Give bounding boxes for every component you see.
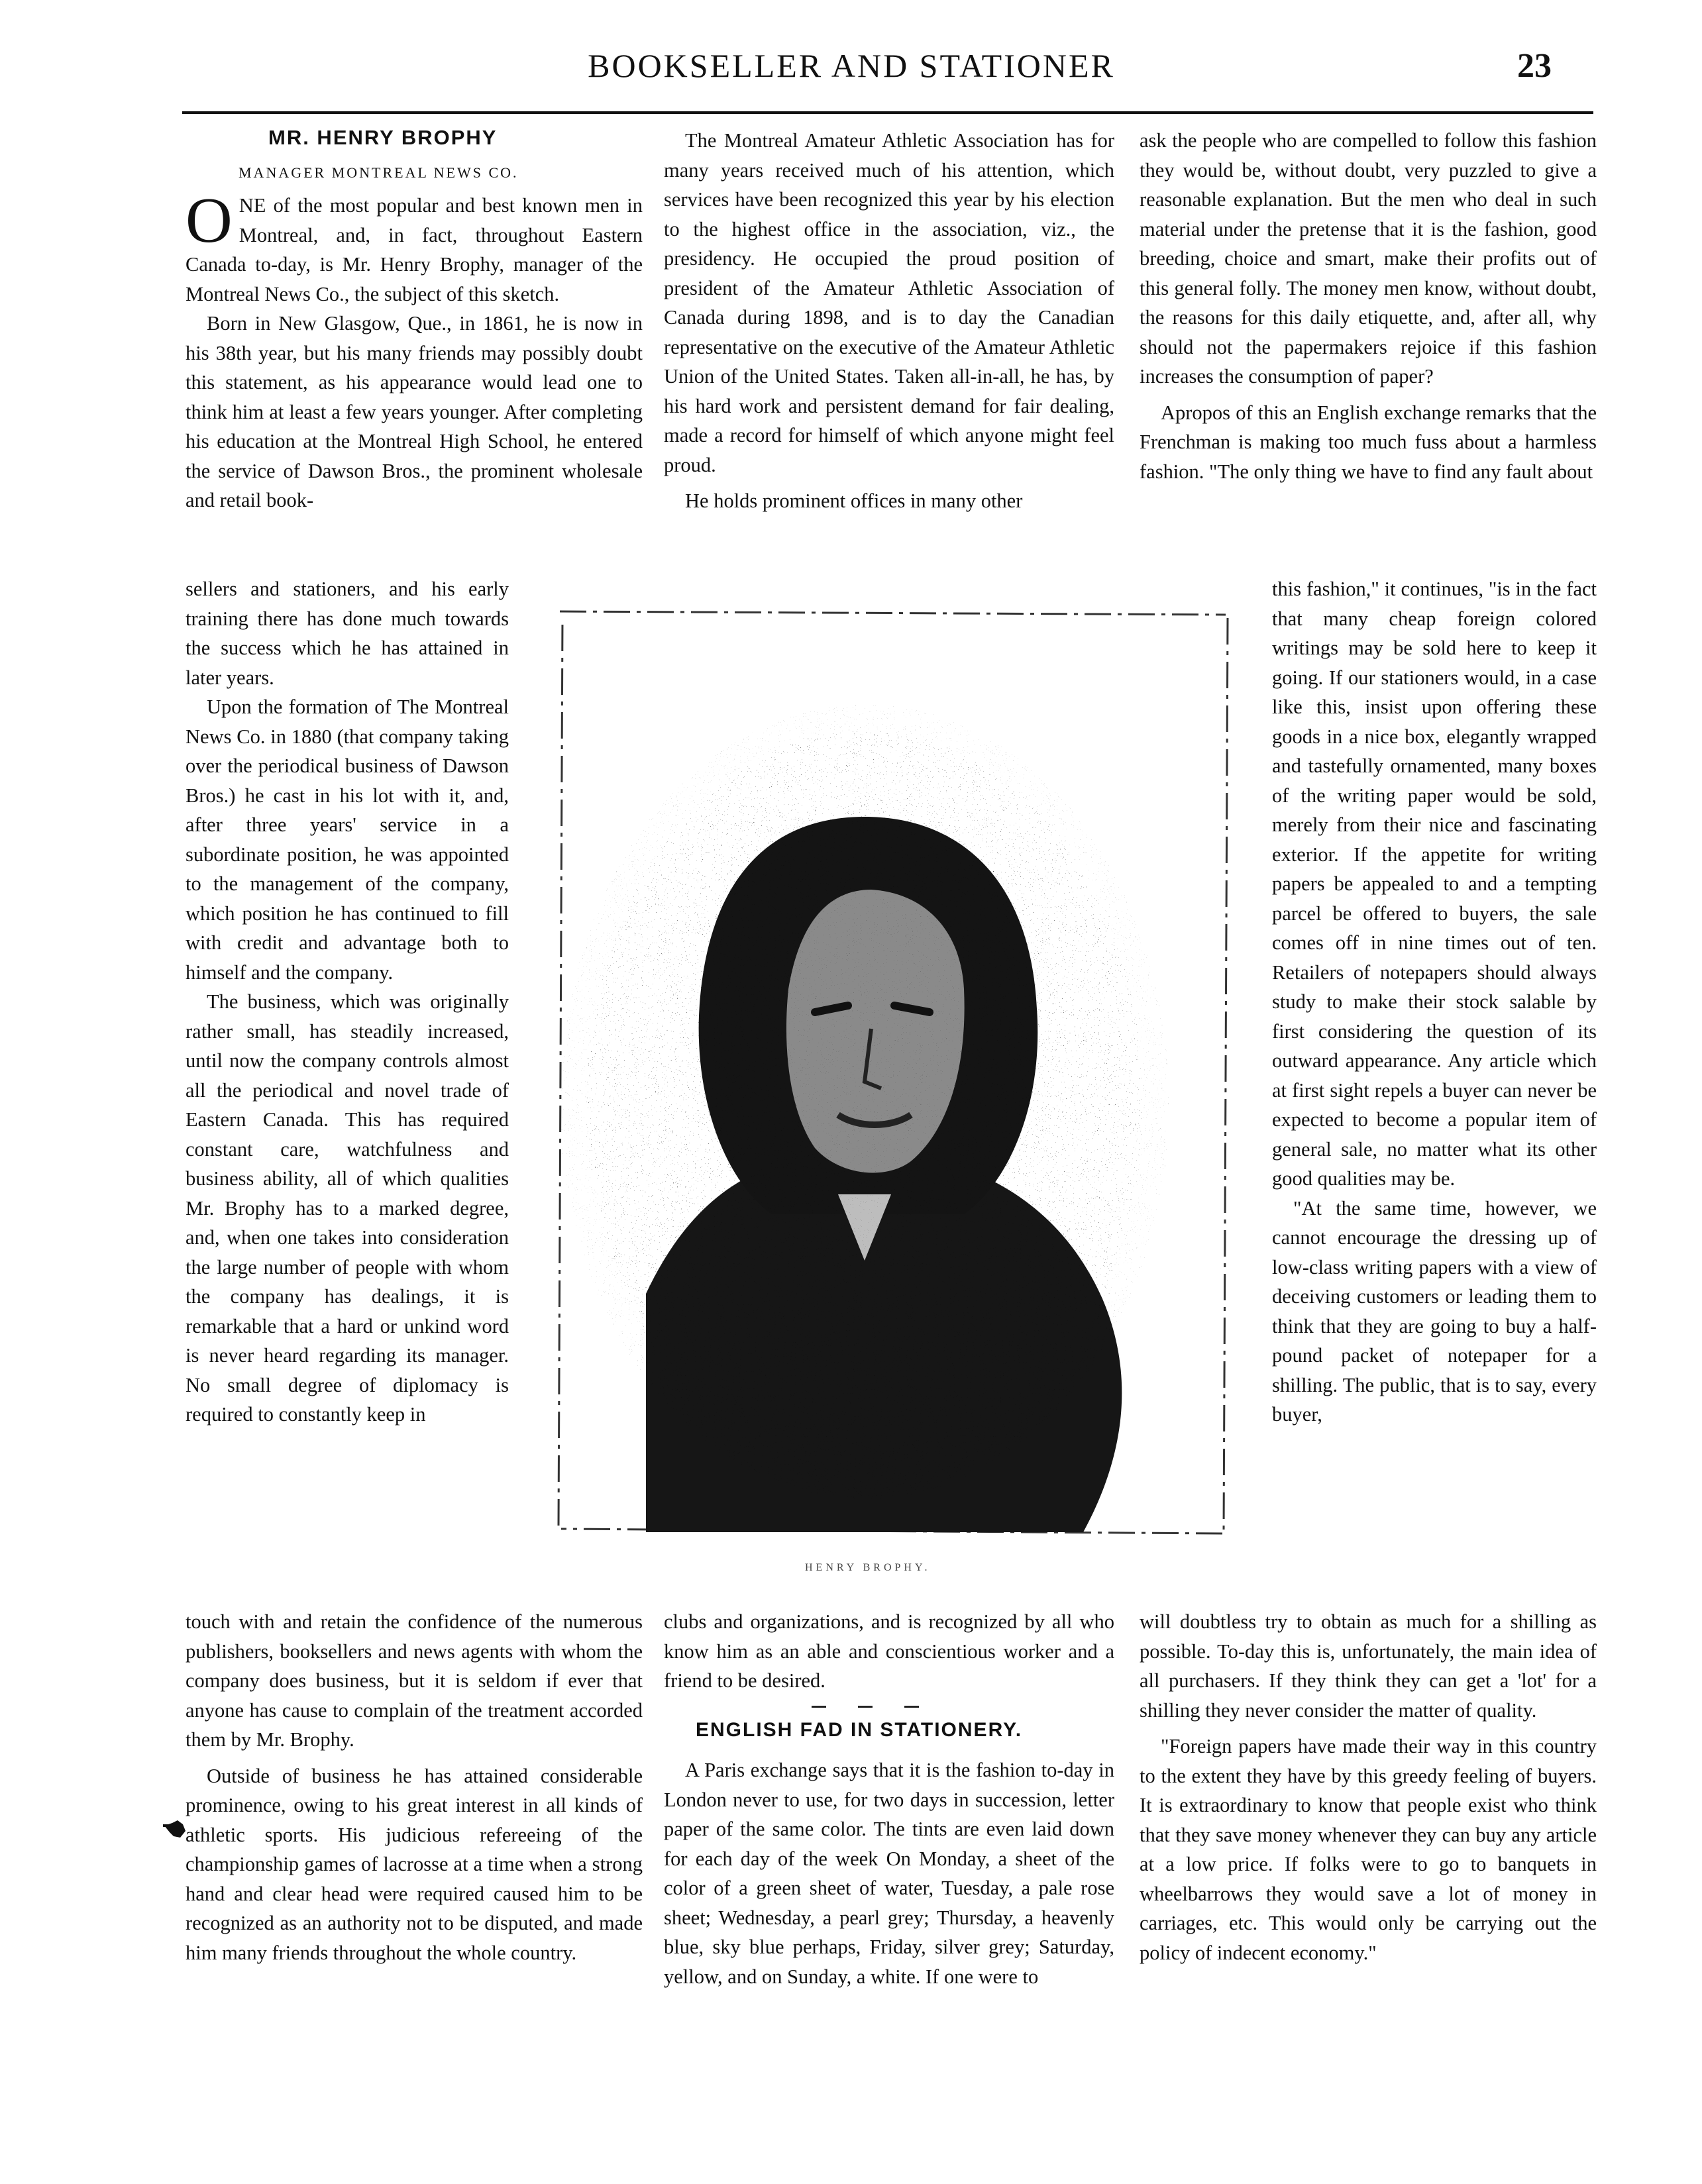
paragraph: this fashion," it continues, "is in the fact that many cheap foreign colored writings may be sold here to keep it going. If our stationers would, in a case like this, insist upon offering these goods in a nice box, elegantly wrapped and tastefully ornamented, many boxes of the writing paper would be sold, merely from their nice and fascinating exterior. If the appetite for writing papers be appealed to and a tempting parcel be offered to buyers, the sale comes off in nine times out of ten. Retailers of notepapers should always study to make their stock salable by first considering the question of its outward appearance. Any article which at first sight repels a buyer can never be expected to become a popular item of general sale, no matter what its other good qualities may be. (1272, 578, 1597, 1190)
portrait-image (553, 598, 1232, 1539)
paragraph: A Paris exchange says that it is the fashion to-day in London never to use, for two days in succession, letter paper of the same color. The tints are even laid down for each day of the week On Monday, a sheet of the color of a green sheet of water, Tuesday, a pale rose sheet; Wednesday, a pearl grey; Thursday, a heavenly blue, sky blue perhaps, Friday, silver grey; Saturday, yellow, and on Sunday, a white. If one were to (664, 1759, 1114, 1988)
page-header-title: BOOKSELLER AND STATIONER (588, 47, 1115, 84)
paragraph: clubs and organizations, and is recognized by all who know him as an able and conscientious worker and a friend to be desired. (664, 1610, 1114, 1692)
article-brophy-col2-bottom (664, 1607, 1114, 1696)
article-subtitle-brophy: MANAGER MONTREAL NEWS CO. (239, 164, 519, 181)
paragraph: touch with and retain the confidence of the numerous publishers, booksellers and news agents with whom the company does business, but it is seldom if ever that anyone has cause to complain of the treatment accorded them by Mr. Brophy. (186, 1610, 643, 1751)
paragraph: will doubtless try to obtain as much for a shilling as possible. To-day this is, unfortunately, the main idea of all purchasers. If they think they can get a 'lot' for a shilling they never consider the matter of quality. (1140, 1610, 1597, 1722)
pointing-hand-icon (163, 1815, 189, 1842)
header-rule (182, 111, 1593, 114)
paragraph: sellers and stationers, and his early training there has done much towards the success which he has attained in later years. (186, 578, 509, 689)
paragraph: NE of the most popular and best known men in Montreal, and, in fact, throughout Eastern Canada to-day, is Mr. Henry Brophy, manager of the Montreal News Co., the subject of this sketch. (186, 194, 643, 305)
article-title-brophy: MR. HENRY BROPHY (268, 126, 498, 149)
paragraph: The business, which was originally rather small, has steadily increased, until now the company controls almost all the periodical and novel trade of Eastern Canada. This has required constant care, watchfulness and business ability, all of which qualities Mr. Brophy has to a marked degree, and, when one takes into consideration the large number of people with whom the company has dealings, it is remarkable that a hard or unkind word is never heard regarding its manager. No small degree of diplomacy is required to constantly keep in (186, 990, 509, 1426)
paragraph: "Foreign papers have made their way in this country to the extent they have by this greedy feeling of buyers. It is extraordinary to know that people exist who think that they save money whenever they can buy any article at a low price. If folks were to go to banquets in wheelbarrows they would save a lot of money in carriages, etc. This would only be carrying out the policy of indecent economy." (1140, 1735, 1597, 1964)
section-divider (812, 1706, 931, 1708)
paragraph: Born in New Glasgow, Que., in 1861, he is now in his 38th year, but his many friends may possibly doubt this statement, as his appearance would lead one to think him at least a few years younger. After completing his education at the Montreal High School, he entered the service of Dawson Bros., the prominent wholesale and retail book- (186, 312, 643, 511)
article-english-fad-col2 (664, 1755, 1114, 1991)
paragraph: Outside of business he has attained considerable prominence, owing to his great interest in all kinds of athletic sports. His judicious refereeing of the championship games of lacrosse at a time when a strong hand and clear head were required caused him to be recognized as an authority not to be disputed, and made him many friends throughout the whole country. (186, 1764, 643, 1964)
paragraph: He holds prominent offices in many other (685, 490, 1023, 512)
article-brophy-bottom (186, 1607, 643, 1967)
article-english-fad-col3-bottom (1140, 1607, 1597, 1967)
paragraph: Apropos of this an English exchange remarks that the Frenchman is making too much fuss about a harmless fashion. "The only thing we have to find any fault about (1140, 401, 1597, 483)
paragraph: "At the same time, however, we cannot encourage the dressing up of low-class writing papers with a view of deceiving customers or leading them to think that they are going to buy a half-pound packet of notepaper for a shilling. The public, that is to say, every buyer, (1272, 1196, 1597, 1426)
paragraph: ask the people who are compelled to follow this fashion they would be, without doubt, very puzzled to give a reasonable explanation. But the men who deal in such material under the pretense that it is the fashion, good breeding, choice and smart, make their profits out of this general folly. The money men know, without doubt, the reasons for this daily etiquette, and, after all, why should not the papermakers rejoice if this fashion increases the consumption of paper? (1140, 129, 1597, 388)
page-number: 23 (1517, 47, 1552, 85)
article-english-fad-col3-top (1140, 126, 1597, 486)
article-brophy-narrow (186, 574, 509, 1430)
article-title-english-fad: ENGLISH FAD IN STATIONERY. (696, 1719, 1023, 1741)
drop-cap: O (186, 185, 233, 256)
article-english-fad-col3-narrow (1272, 574, 1597, 1430)
paragraph: Upon the formation of The Montreal News Co. in 1880 (that company taking over the periodical business of Dawson Bros.) he cast in his lot with it, and, after three years' service in a subordinate position, he was appointed to the management of the company, which position he has continued to fill with credit and advantage both to himself and the company. (186, 696, 509, 984)
portrait-caption: HENRY BROPHY. (805, 1562, 931, 1573)
article-brophy-intro (186, 185, 643, 515)
paragraph: The Montreal Amateur Athletic Association has for many years received much of his attention, which services have been recognized this year by his election to the highest office in the association, viz., the presidency. He occupied the proud position of president of the Amateur Athletic Association of Canada during 1898, and is to day the Canadian representative on the executive of the Amateur Athletic Union of the United States. Taken all-in-all, he has, by his hard work and persistent demand for fair dealing, made a record for himself of which anyone might feel proud. (664, 129, 1114, 476)
article-brophy-col2 (664, 126, 1114, 516)
